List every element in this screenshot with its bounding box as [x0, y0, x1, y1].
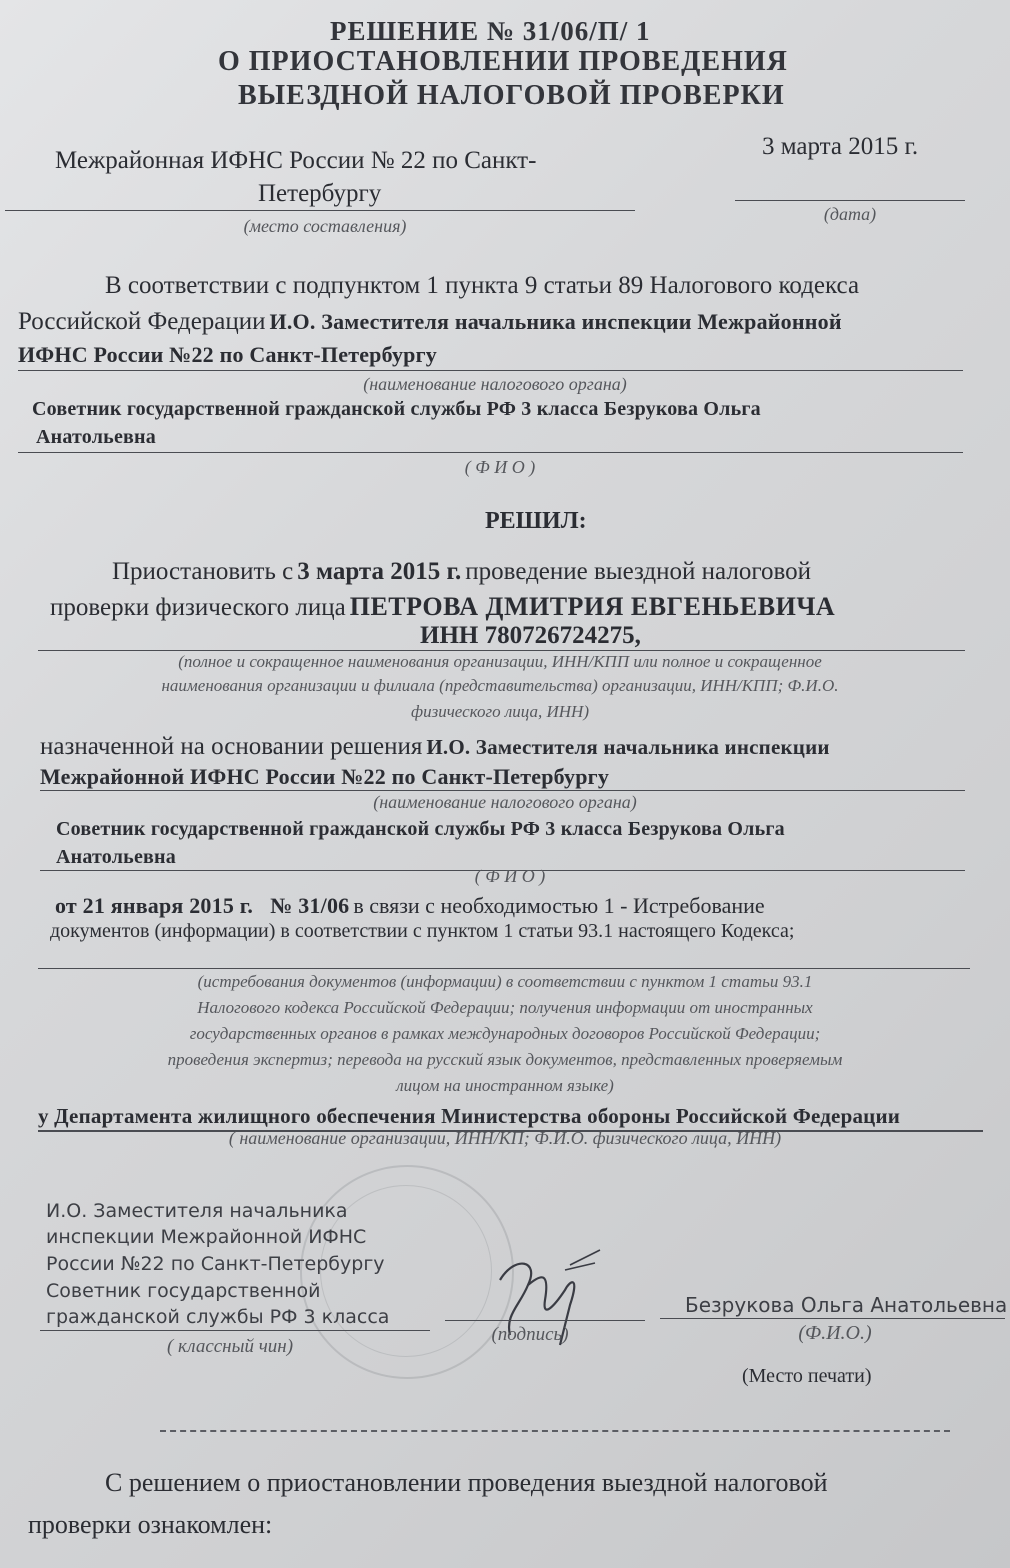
taxpayer-caption1: (полное и сокращенное наименования организации, ИНН/КПП или полное и сокращенное — [178, 652, 822, 671]
appointed-line1-b: И.О. Заместителя начальника инспекции — [426, 735, 830, 759]
basis-official-line1: Советник государственной гражданской службы РФ 3 класса Безрукова Ольга — [32, 398, 761, 420]
reason-caption3: государственных органов в рамках международных договоров Российской Федерации; — [189, 1024, 821, 1043]
rank-caption: ( классный чин) — [166, 1336, 294, 1357]
document-title-line3: ВЫЕЗДНОЙ НАЛОГОВОЙ ПРОВЕРКИ — [238, 80, 785, 111]
appointed-line1 — [40, 733, 830, 761]
reason-decision-date-number: от 21 января 2015 г. № 31/06 — [55, 893, 350, 918]
basis-fio-caption: ( Ф И О ) — [464, 457, 536, 477]
counterparty-text: у Департамента жилищного обеспечения Министерства обороны Российской Федерации — [38, 1104, 901, 1128]
appointed-line1-a: назначенной на основании решения — [40, 733, 423, 760]
decided-heading: РЕШИЛ: — [485, 508, 587, 534]
reason-caption5: лицом на иностранном языке) — [396, 1076, 614, 1095]
seal-place-label: (Место печати) — [742, 1365, 872, 1387]
reason-caption2: Налогового кодекса Российской Федерации; получения информации от иностранных — [197, 998, 813, 1017]
counterparty-caption: ( наименование организации, ИНН/КП; Ф.И.О. физического лица, ИНН) — [228, 1128, 782, 1148]
reason-line1 — [55, 893, 765, 919]
taxpayer-name: ПЕТРОВА ДМИТРИЯ ЕВГЕНЬЕВИЧА — [349, 592, 836, 621]
rank-underline — [40, 1330, 430, 1331]
place-line1: Межрайонная ИФНС России № 22 по Санкт- — [55, 147, 537, 174]
signer-name-caption: (Ф.И.О.) — [798, 1322, 872, 1344]
signer-rank-line1: И.О. Заместителя начальника — [46, 1200, 348, 1222]
suspend-line2 — [50, 592, 835, 622]
document-title-number: РЕШЕНИЕ № 31/06/П/ 1 — [330, 16, 651, 46]
signer-name-underline — [660, 1318, 1005, 1319]
reason-line2: документов (информации) в соответствии с пунктом 1 статьи 93.1 настоящего Кодекса; — [50, 920, 795, 942]
appointed-line2: Межрайонной ИФНС России №22 по Санкт-Петербургу — [40, 764, 610, 789]
signature-caption: (подпись) — [491, 1324, 569, 1345]
place-line2: Петербургу — [258, 180, 382, 207]
basis-line2-plain: Российской Федерации — [18, 308, 266, 335]
date-value: 3 марта 2015 г. — [762, 133, 919, 160]
basis-authority-underline — [18, 370, 963, 371]
appointed-official-line2: Анатольевна — [56, 846, 176, 868]
basis-line3: ИФНС России №22 по Санкт-Петербургу — [18, 342, 438, 367]
basis-line2 — [18, 308, 842, 336]
separator-dashed — [160, 1430, 950, 1432]
taxpayer-caption3: физического лица, ИНН) — [411, 702, 589, 721]
date-caption: (дата) — [823, 204, 877, 224]
taxpayer-underline — [38, 650, 965, 651]
signer-rank-line2: инспекции Межрайонной ИФНС — [46, 1226, 367, 1248]
appointed-authority-caption: (наименование налогового органа) — [373, 792, 637, 812]
date-underline — [735, 200, 965, 201]
appointed-fio-caption: ( Ф И О ) — [474, 866, 546, 886]
signer-name: Безрукова Ольга Анатольевна — [685, 1293, 1008, 1317]
taxpayer-caption2: наименования организации и филиала (представительства) организации, ИНН/КПП; Ф.И.О. — [161, 676, 839, 695]
basis-official-line2: Анатольевна — [36, 426, 156, 448]
suspend-line1-a: Приостановить с — [112, 558, 294, 585]
reason-line1-text: в связи с необходимостью 1 - Истребование — [353, 893, 765, 918]
suspend-line2-a: проверки физического лица — [50, 594, 346, 621]
basis-fio-underline — [18, 452, 963, 453]
suspend-line1-c: проведение выездной налоговой — [465, 558, 811, 585]
signer-rank-line4: Советник государственной — [46, 1280, 321, 1302]
basis-line1: В соответствии с подпунктом 1 пункта 9 статьи 89 Налогового кодекса — [105, 272, 860, 299]
reason-underline — [38, 968, 970, 969]
signature-underline — [445, 1320, 645, 1321]
suspend-line1-b: 3 марта 2015 г. — [297, 558, 462, 585]
appointed-authority-underline — [40, 790, 965, 791]
basis-authority-caption: (наименование налогового органа) — [363, 374, 627, 394]
acknowledgement-line2: проверки ознакомлен: — [28, 1510, 273, 1539]
document-title-line2: О ПРИОСТАНОВЛЕНИИ ПРОВЕДЕНИЯ — [218, 46, 788, 77]
appointed-official-line1: Советник государственной гражданской службы РФ 3 класса Безрукова Ольга — [56, 818, 785, 840]
acknowledgement-line1: С решением о приостановлении проведения выездной налоговой — [105, 1468, 828, 1497]
place-caption: (место составления) — [243, 216, 407, 236]
suspend-line1 — [112, 558, 811, 586]
signer-rank-line3: России №22 по Санкт-Петербургу — [46, 1253, 385, 1275]
reason-caption4: проведения экспертиз; перевода на русский язык документов, представленных проверяемым — [167, 1050, 843, 1069]
basis-line2-bold: И.О. Заместителя начальника инспекции Межрайонной — [269, 309, 842, 334]
place-underline — [5, 210, 635, 211]
reason-caption1: (истребования документов (информации) в соответствии с пунктом 1 статьи 93.1 — [197, 972, 813, 991]
taxpayer-inn: ИНН 780726724275, — [420, 622, 641, 649]
signer-rank-line5: гражданской службы РФ 3 класса — [46, 1306, 390, 1328]
